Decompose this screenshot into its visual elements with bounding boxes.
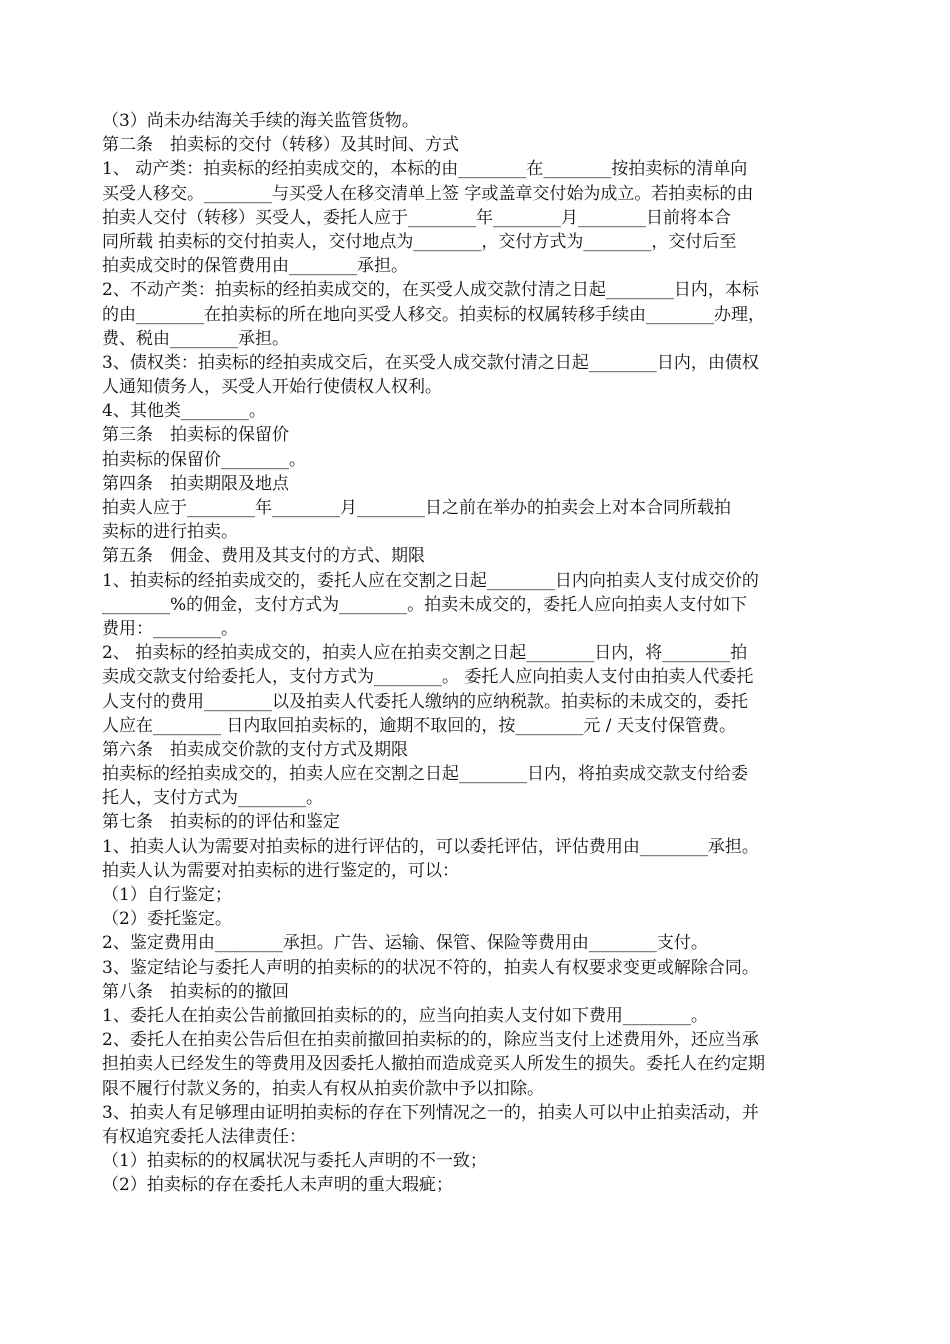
text-line: 的由________在拍卖标的所在地向买受人移交。拍卖标的权属转移手续由________办理， <box>102 304 765 325</box>
text-line: 1、拍卖标的经拍卖成交的，委托人应在交割之日起________日内向拍卖人支付成交价的 <box>102 570 759 591</box>
section-heading: 第二条 拍卖标的交付（转移）及其时间、方式 <box>102 135 459 156</box>
text-line: 2、不动产类：拍卖标的经拍卖成交的，在买受人成交款付清之日起________日内，本标 <box>102 280 759 301</box>
text-line: 拍卖人交付（转移）买受人，委托人应于________年________月________日前将本合 <box>102 207 731 228</box>
text-line: 1、委托人在拍卖公告前撤回拍卖标的的，应当向拍卖人支付如下费用________。 <box>102 1005 708 1026</box>
text-line: 拍卖标的保留价________。 <box>102 449 306 470</box>
text-line: 1、拍卖人认为需要对拍卖标的进行评估的，可以委托评估，评估费用由________承担。 <box>102 836 759 857</box>
document-page <box>102 109 854 1197</box>
text-line: 2、 拍卖标的经拍卖成交的，拍卖人应在拍卖交割之日起________日内，将________拍 <box>102 643 748 664</box>
section-heading: 第五条 佣金、费用及其支付的方式、期限 <box>102 546 425 567</box>
text-line: 托人，支付方式为________。 <box>102 788 323 809</box>
text-line: 2、鉴定费用由________承担。广告、运输、保管、保险等费用由________支付。 <box>102 933 708 954</box>
text-line: 拍卖人应于________年________月________日之前在举办的拍卖会上对本合同所载拍 <box>102 498 731 518</box>
text-line: 2、委托人在拍卖公告后但在拍卖前撤回拍卖标的的，除应当支付上述费用外，还应当承 <box>102 1030 759 1051</box>
section-heading: 第三条 拍卖标的保留价 <box>102 425 289 446</box>
section-heading: 第六条 拍卖成交价款的支付方式及期限 <box>102 739 408 760</box>
section-heading: 第八条 拍卖标的的撤回 <box>102 981 289 1002</box>
text-line: 3、鉴定结论与委托人声明的拍卖标的的状况不符的，拍卖人有权要求变更或解除合同。 <box>102 957 759 978</box>
text-line: 拍卖成交时的保管费用由________承担。 <box>102 256 408 277</box>
text-line: （2）委托鉴定。 <box>102 909 232 930</box>
text-line: 人通知债务人，买受人开始行使债权人权利。 <box>102 377 442 398</box>
text-line: 拍卖人认为需要对拍卖标的进行鉴定的，可以： <box>102 860 459 881</box>
section-heading: 第七条 拍卖标的的评估和鉴定 <box>102 812 340 833</box>
text-line: 卖成交款支付给委托人，支付方式为________。 委托人应向拍卖人支付由拍卖人代委托 <box>102 667 754 688</box>
text-line: 卖标的进行拍卖。 <box>102 522 238 543</box>
text-line: 人应在________ 日内取回拍卖标的，逾期不取回的，按________元 / 天支付保管费。 <box>102 715 736 736</box>
text-line: （2）拍卖标的存在委托人未声明的重大瑕疵； <box>102 1175 453 1196</box>
text-line: （3）尚未办结海关手续的海关监管货物。 <box>102 111 419 131</box>
section-heading: 第四条 拍卖期限及地点 <box>102 473 289 494</box>
text-line: 4、其他类________。 <box>102 401 266 422</box>
text-line: 3、债权类：拍卖标的经拍卖成交后，在买受人成交款付清之日起________日内，由债权 <box>102 352 759 373</box>
text-line: 1、 动产类：拍卖标的经拍卖成交的，本标的由________在________按拍卖标的清单向 <box>102 159 748 180</box>
text-line: 担拍卖人已经发生的等费用及因委托人撤拍而造成竞买人所发生的损失。委托人在约定期 <box>102 1054 765 1075</box>
text-line: （1）自行鉴定； <box>102 885 232 905</box>
text-line: 拍卖标的经拍卖成交的，拍卖人应在交割之日起________日内，将拍卖成交款支付给委 <box>102 764 748 785</box>
text-line: 人支付的费用________以及拍卖人代委托人缴纳的应纳税款。拍卖标的未成交的，委托 <box>102 691 748 712</box>
text-line: 费用：________。 <box>102 618 238 639</box>
text-line: 3、拍卖人有足够理由证明拍卖标的存在下列情况之一的，拍卖人可以中止拍卖活动，并 <box>102 1102 759 1123</box>
text-line: ________%的佣金，支付方式为________。拍卖未成交的，委托人应向拍卖人支付如下 <box>102 594 748 615</box>
text-line: 有权追究委托人法律责任： <box>102 1126 306 1147</box>
text-line: 买受人移交。________与买受人在移交清单上签 字或盖章交付始为成立。若拍卖标的由 <box>102 183 754 204</box>
text-line: （1）拍卖标的的权属状况与委托人声明的不一致； <box>102 1151 487 1172</box>
text-line: 同所载 拍卖标的交付拍卖人，交付地点为________，交付方式为________，交付后至 <box>102 231 737 252</box>
text-line: 限不履行付款义务的，拍卖人有权从拍卖价款中予以扣除。 <box>102 1078 544 1099</box>
text-line: 费、税由________承担。 <box>102 328 289 349</box>
